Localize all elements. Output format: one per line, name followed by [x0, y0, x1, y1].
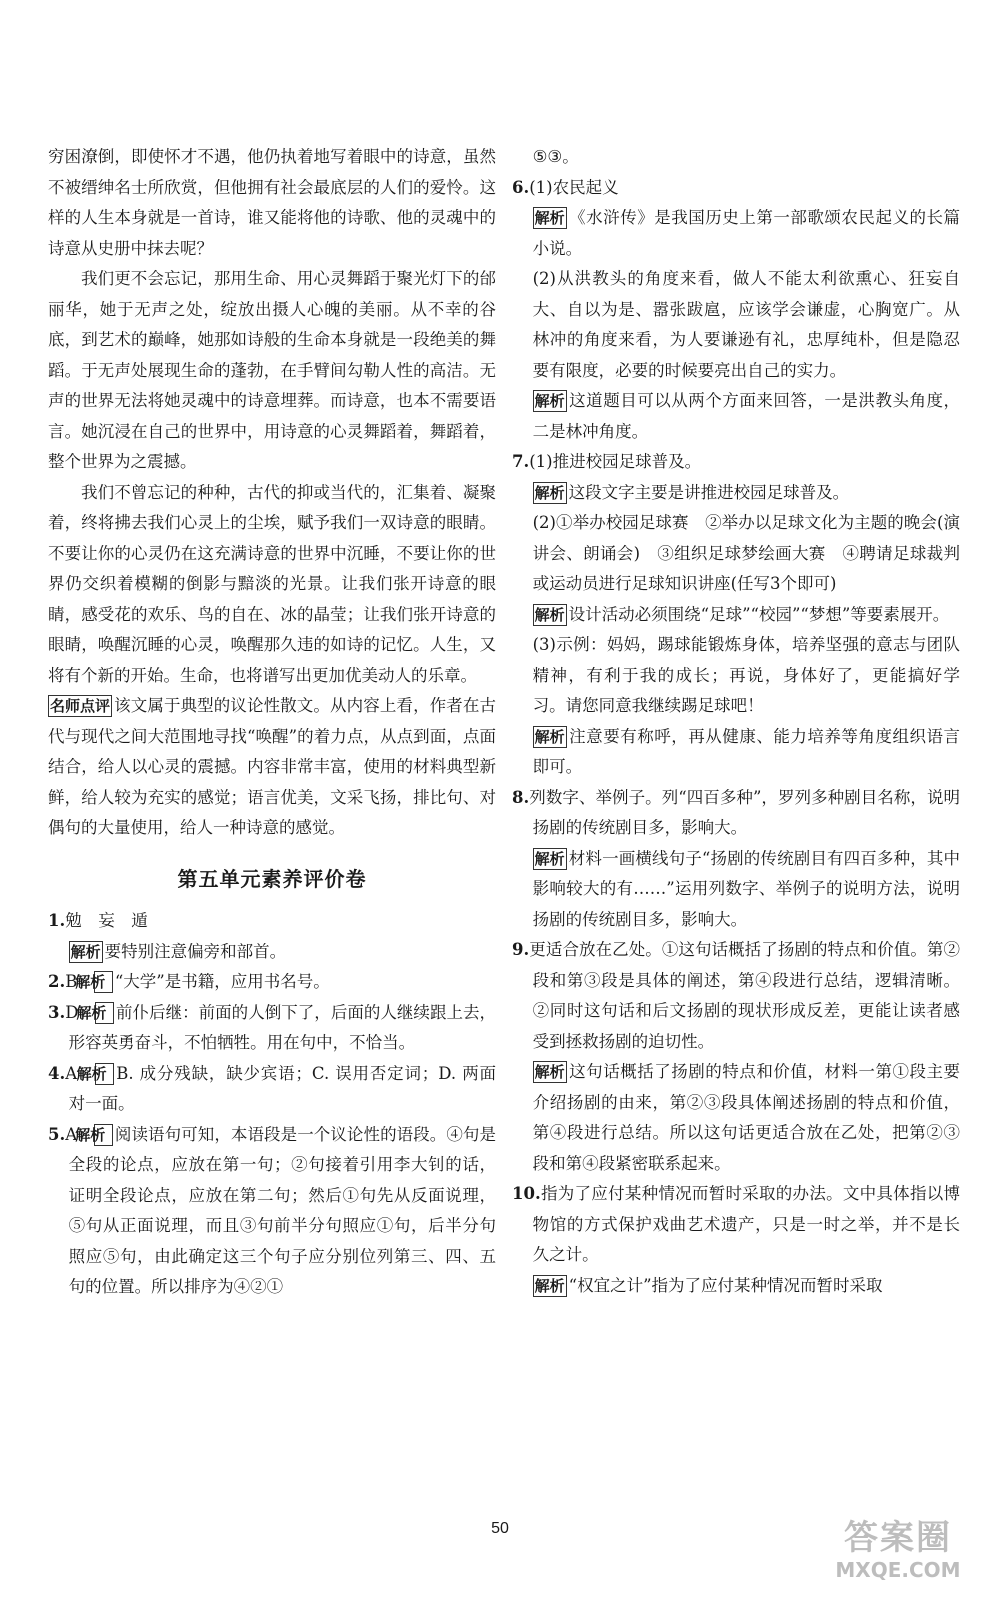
q5-tag: 解析 [94, 1124, 113, 1146]
watermark-url: MXQE.COM [835, 1558, 961, 1582]
q4-tag: 解析 [95, 1063, 114, 1085]
q4-number: 4. [48, 1063, 66, 1083]
q7-expl-text-2: 设计活动必须围绕“足球”“校园”“梦想”等要素展开。 [568, 604, 950, 624]
q9-tag: 解析 [534, 1063, 565, 1081]
q6-expl-text-2: 这道题目可以从两个方面来回答，一是洪教头角度，二是林冲角度。 [532, 391, 960, 441]
q9-answer: 更适合放在乙处。①这句话概括了扬剧的特点和价值。第②段和第③段是具体的阐述，第④段进行总结，逻辑清晰。②同时这句话和后文扬剧的现状形成反差，更能让读者感受到拯救扬剧的迫切性。 [529, 940, 960, 1051]
q5-line [48, 1120, 496, 1303]
section-title: 第五单元素养评价卷 [177, 866, 367, 891]
q2-number: 2. [48, 972, 66, 991]
q10-answer: 指为了应付某种情况而暂时采取的办法。文中具体指以博物馆的方式保护戏曲艺术遗产，只是一时之举，并不是长久之计。 [532, 1184, 960, 1264]
q7-expl-text-3: 注意要有称呼，再从健康、能力培养等角度组织语言即可。 [532, 726, 960, 776]
comment-tag: 名师点评 [50, 697, 111, 715]
q2-answer: B [65, 972, 78, 991]
q3-expl-text: 前仆后继：前面的人倒下了，后面的人继续跟上去，形容英勇奋斗，不怕牺牲。用在句中，不恰当。 [68, 1002, 497, 1052]
essay-paragraph-1: 穷困潦倒，即使怀才不遇，他仍执着地写着眼中的诗意，虽然不被缙绅名士所欣赏，但他拥有社会最底层的人们的爱怜。这样的人生本身就是一首诗，谁又能将他的诗歌、他的灵魂中的诗意从史册中抹去呢？ [48, 147, 496, 258]
q6-tag-2: 解析 [534, 392, 565, 410]
right-column [512, 142, 960, 1301]
q7-explanation-2 [512, 600, 960, 631]
page-number: 50 [491, 1520, 509, 1537]
q7-part1 [512, 447, 960, 478]
q6-explanation-2 [512, 386, 960, 447]
q10-explanation [512, 1271, 960, 1302]
q9-number: 9. [512, 940, 530, 959]
q1-tag: 解析 [70, 942, 101, 961]
essay-paragraph-2: 我们更不会忘记，那用生命、用心灵舞蹈于聚光灯下的邰丽华，她于无声之处，绽放出摄人心魄的美丽。从不幸的谷底，到艺术的巅峰，她那如诗般的生命本身就是一段绝美的舞蹈。于无声处展现生命的蓬勃，在手臂间勾勒人性的高洁。无声的世界无法将她灵魂中的诗意埋葬。而诗意，也本不需要语言。她沉浸在自己的世界中，用诗意的心灵舞蹈着，舞蹈着，整个世界为之震撼。 [48, 269, 496, 471]
q9-line [512, 935, 960, 1057]
q7-answer-1: (1)推进校园足球普及。 [529, 452, 702, 471]
q6-tag-1: 解析 [534, 209, 565, 227]
q5-expl-text: 阅读语句可知，本语段是一个议论性的语段。④句是全段的论点，应放在第一句；②句接着引用李大钊的话，证明全段论点，应放在第二句；然后①句先从反面说理，⑤句从正面说理，而且③句前半分句照应①句，后半分句照应⑤句，由此确定这三个句子应分别位列第三、四、五句的位置。所以排序为④②① [68, 1124, 497, 1296]
q1-number: 1. [48, 911, 66, 930]
q4-answer: A [65, 1063, 78, 1083]
q10-expl-text: “权宜之计”指为了应付某种情况而暂时采取 [568, 1275, 883, 1295]
site-watermark-logo [818, 1518, 978, 1588]
q9-explanation [512, 1057, 960, 1179]
q4-line [48, 1059, 496, 1120]
q7-expl-text-1: 这段文字主要是讲推进校园足球普及。 [568, 482, 850, 502]
q6-answer-1: (1)农民起义 [529, 177, 619, 197]
q3-answer: D [65, 1002, 79, 1022]
q2-expl-text: “大学”是书籍，应用书名号。 [114, 972, 330, 991]
q7-explanation-1 [512, 478, 960, 509]
q10-line [512, 1179, 960, 1271]
essay-paragraph-3: 我们不曾忘记的种种，古代的抑或当代的，汇集着、凝聚着，终将拂去我们心灵上的尘埃，赋予我们一双诗意的眼睛。不要让你的心灵仍在这充满诗意的世界中沉睡，不要让你的世界仍交织着模糊的倒影与黯淡的光景。让我们张开诗意的眼睛，感受花的欢乐、鸟的自在、冰的晶莹；让我们张开诗意的眼睛，唤醒沉睡的心灵，唤醒那久违的如诗的记忆。人生，又将有个新的开始。生命，也将谱写出更加优美动人的乐章。 [48, 482, 496, 685]
watermark-text: 答案圈 [844, 1518, 952, 1558]
q5-answer: A [65, 1124, 78, 1144]
q7-number: 7. [512, 452, 530, 471]
teacher-comment [48, 691, 496, 844]
q3-line [48, 998, 496, 1059]
q8-explanation [512, 844, 960, 936]
comment-text: 该文属于典型的议论性散文。从内容上看，作者在古代与现代之间大范围地寻找“唤醒”的着力点，从点到面，点面结合，给人以心灵的震撼。内容非常丰富，使用的材料典型新鲜，给人较为充实的感觉；语言优美，文采飞扬，排比句、对偶句的大量使用，给人一种诗意的感觉。 [48, 696, 496, 837]
q1-answer-line [48, 906, 496, 937]
q10-number: 10. [512, 1184, 541, 1203]
q7-answer-2: (2)①举办校园足球赛 ②举办以足球文化为主题的晚会(演讲会、朗诵会) ③组织足球梦绘画大赛 ④聘请足球裁判或运动员进行足球知识讲座(任写3个即可) [532, 513, 960, 593]
q9-expl-text: 这句话概括了扬剧的特点和价值，材料一第①段主要介绍扬剧的由来，第②③段具体阐述扬剧的特点和价值，第④段进行总结。所以这句话更适合放在乙处，把第②③段和第④段紧密联系起来。 [532, 1062, 960, 1173]
q6-expl-text-1: 《水浒传》是我国历史上第一部歌颂农民起义的长篇小说。 [532, 208, 960, 258]
q5-number: 5. [48, 1124, 66, 1144]
q1-answer: 勉 妄 遁 [65, 911, 148, 930]
q1-explanation [48, 937, 496, 968]
q3-number: 3. [48, 1002, 66, 1022]
q7-tag-3: 解析 [534, 727, 565, 746]
q4-expl-text: B. 成分残缺，缺少宾语；C. 误用否定词；D. 两面对一面。 [68, 1063, 496, 1113]
q7-tag-2: 解析 [534, 605, 565, 624]
q8-tag: 解析 [534, 849, 565, 868]
q8-answer: 列数字、举例子。列“四百多种”，罗列多种剧目名称，说明扬剧的传统剧目多，影响大。 [529, 787, 960, 837]
q8-number: 8. [512, 787, 530, 807]
q7-answer-3: (3)示例：妈妈，踢球能锻炼身体，培养坚强的意志与团队精神，有利于我的成长；再说，身体好了，更能搞好学习。请您同意我继续踢足球吧！ [532, 635, 960, 715]
q6-explanation-1 [512, 203, 960, 264]
q6-part1 [512, 173, 960, 204]
q8-line [512, 783, 960, 844]
q10-tag: 解析 [534, 1276, 565, 1295]
q5-continuation: ⑤③。 [532, 147, 579, 166]
q6-answer-2: (2)从洪教头的角度来看，做人不能太利欲熏心、狂妄自大、自以为是、嚣张跋扈，应该学会谦虚，心胸宽广。从林冲的角度来看，为人要谦逊有礼，忠厚纯朴，但是隐忍要有限度，必要的时候要亮出自己的实力。 [532, 269, 960, 380]
q3-tag: 解析 [95, 1002, 114, 1024]
q8-expl-text: 材料一画横线句子“扬剧的传统剧目有四百多种，其中影响较大的有……”运用列数字、举例子的说明方法，说明扬剧的传统剧目多，影响大。 [532, 848, 960, 929]
q6-number: 6. [512, 177, 530, 197]
q7-explanation-3 [512, 722, 960, 783]
q2-line [48, 967, 496, 998]
left-column [48, 142, 496, 1303]
q7-tag-1: 解析 [534, 483, 565, 502]
q1-expl-text: 要特别注意偏旁和部首。 [104, 941, 287, 961]
q2-tag: 解析 [94, 971, 113, 993]
